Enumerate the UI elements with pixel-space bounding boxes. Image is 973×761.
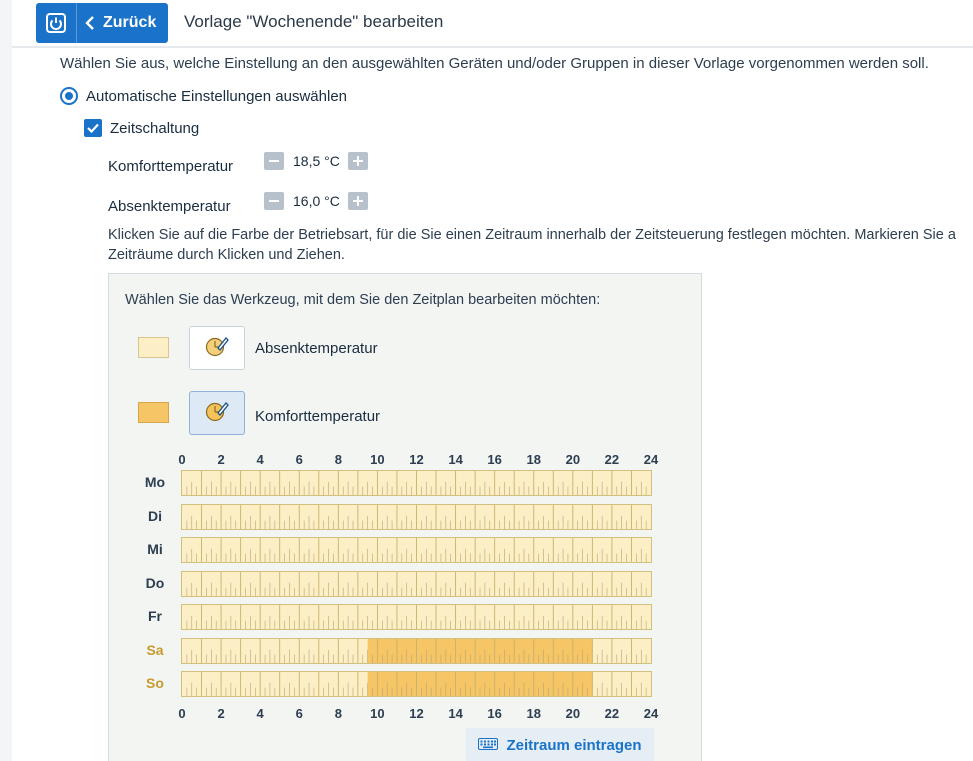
comfort-temperature-value: 18,5 °C [293,153,340,169]
comfort-increase-button[interactable] [348,152,368,170]
hour-tick-label: 6 [295,706,303,721]
instructions-line-2: Zeiträume durch Klicken und Ziehen. [108,247,345,263]
comfort-temperature-label: Komforttemperatur [108,158,234,175]
hour-tick-label: 20 [565,706,581,721]
setback-decrease-button[interactable] [264,192,284,210]
hour-axis-top [178,452,659,468]
add-period-button[interactable] [466,728,654,761]
day-label: Do [145,574,165,591]
hour-tick-label: 2 [217,706,225,721]
comfort-tool-label: Komforttemperatur [255,408,381,425]
hour-tick-label: 22 [604,452,620,467]
hour-tick-label: 22 [604,706,620,721]
hour-tick-label: 4 [256,452,264,467]
power-home-icon [36,3,76,43]
hour-tick-label: 0 [178,452,186,467]
comfort-color-swatch[interactable] [138,402,169,423]
hour-tick-label: 12 [409,706,424,721]
auto-settings-radio[interactable] [60,87,347,105]
hour-tick-label: 16 [487,706,502,721]
comfort-decrease-button[interactable] [264,152,284,170]
day-timeline[interactable] [181,470,652,496]
day-timeline[interactable] [181,604,652,630]
day-timeline[interactable] [181,638,652,664]
day-timeline[interactable] [181,537,652,563]
schedule-panel [108,273,702,761]
hour-tick-label: 14 [448,452,463,467]
day-label: Di [148,507,162,524]
comfort-tool-button[interactable] [189,391,245,435]
day-timeline[interactable] [181,671,652,697]
timeline-grid [182,538,651,562]
hour-tick-label: 14 [448,706,463,721]
timeline-grid [182,672,651,696]
timeline-grid [182,572,651,596]
hour-tick-label: 24 [643,706,659,721]
timeline-grid [182,471,651,495]
setback-tool-label: Absenktemperatur [255,340,378,357]
pencil-clock-icon [204,334,230,363]
hour-tick-label: 10 [370,452,385,467]
setback-color-swatch[interactable] [138,337,169,358]
setback-temperature-value: 16,0 °C [293,193,340,209]
hour-tick-label: 8 [334,452,342,467]
day-label: So [146,675,164,691]
hour-tick-label: 4 [256,706,264,721]
hour-tick-label: 24 [643,452,659,467]
schedule-panel-title: Wählen Sie das Werkzeug, mit dem Sie den Zeitplan bearbeiten möchten: [125,292,601,308]
intro-text: Wählen Sie aus, welche Einstellung an den ausgewählten Geräten und/oder Gruppen in dieser Vorlage vorgenommen werden soll. [60,55,929,72]
auto-settings-label: Automatische Einstellungen auswählen [86,87,347,105]
timeline-grid [182,505,651,529]
hour-tick-label: 10 [370,706,385,721]
setback-temperature-label: Absenktemperatur [108,198,231,215]
day-label: Sa [146,641,164,658]
hour-tick-label: 16 [487,452,502,467]
left-edge-strip [0,0,12,761]
chevron-left-icon [77,16,103,30]
setback-tool-button[interactable] [189,326,245,370]
timer-checkbox[interactable] [84,119,199,137]
radio-selected-icon [60,87,78,105]
hour-tick-label: 6 [295,452,303,467]
schedule-instructions [108,225,956,265]
hour-tick-label: 2 [217,452,225,467]
setback-increase-button[interactable] [348,192,368,210]
page-title: Vorlage "Wochenende" bearbeiten [184,12,444,31]
back-button-label: Zurück [103,14,157,31]
day-label: Mi [147,541,163,557]
hour-tick-label: 18 [526,706,541,721]
timeline-grid [182,639,651,663]
hour-tick-label: 8 [334,706,342,721]
hour-tick-label: 18 [526,452,541,467]
timer-label: Zeitschaltung [110,119,200,137]
day-timeline[interactable] [181,504,652,530]
timeline-grid [182,605,651,629]
pencil-clock-icon [204,399,230,428]
back-button[interactable] [36,3,168,43]
hour-axis-bottom [178,706,659,722]
add-period-label: Zeitraum eintragen [506,736,642,754]
keyboard-icon [478,737,498,754]
day-timeline[interactable] [181,571,652,597]
day-label: Fr [148,608,162,624]
day-label: Mo [144,474,166,490]
hour-tick-label: 0 [178,706,186,721]
checkmark-icon [84,119,102,137]
hour-tick-label: 20 [565,452,581,467]
hour-tick-label: 12 [409,452,424,467]
page-header [12,0,973,48]
instructions-line-1: Klicken Sie auf die Farbe der Betriebsart, für die Sie einen Zeitraum innerhalb der Zeitsteuerung festlegen möchten. Markieren Sie a [108,227,956,243]
